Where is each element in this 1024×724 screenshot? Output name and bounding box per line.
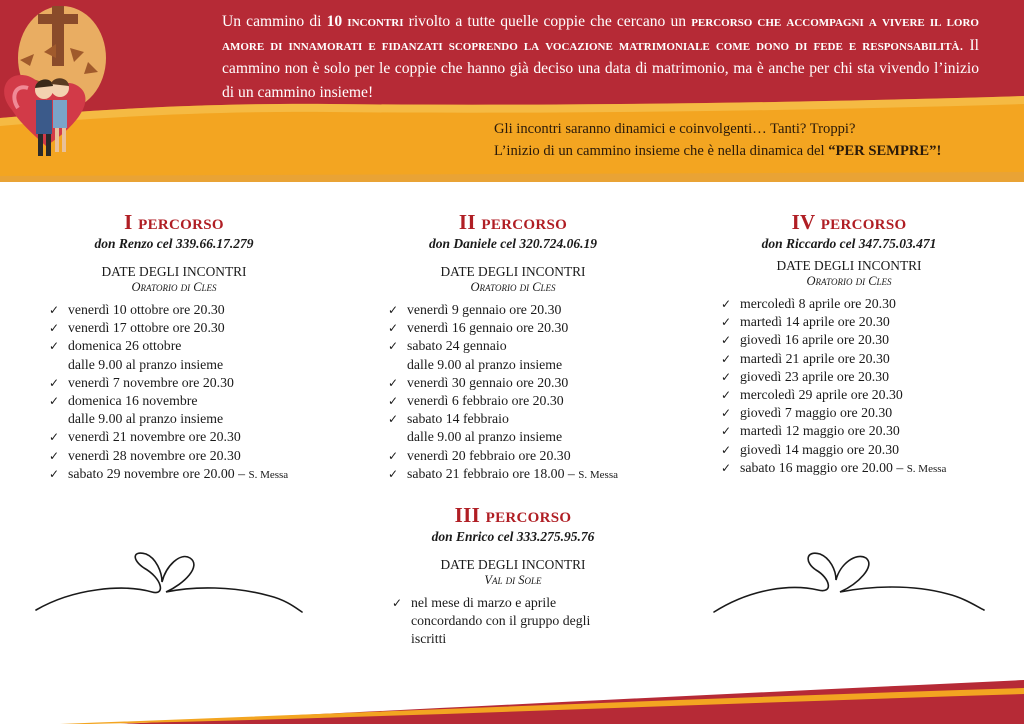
course-1-place: Oratorio di Cles [131,280,217,294]
date-list-item [46,319,302,337]
date-text: sabato 14 febbraio [407,411,509,427]
course-3 [385,503,641,649]
course-3-date-list [389,594,619,649]
date-text: venerdì 20 febbraio ore 20.30 [407,447,571,463]
course-3-word: percorso [485,503,572,527]
course-1-dates-heading: DATE DEGLI INCONTRI [101,264,247,279]
course-3-contact: don Enrico cel 333.275.95.76 [431,529,595,544]
date-list-item [718,404,980,422]
date-list-item [718,350,980,368]
course-3-place: Val di Sole [484,573,542,587]
intro-highlight: percorso che accompagni a vivere il loro amore di innamorati e fidanzati scoprendo la vocazione matrimoniale come dono di fede e responsabilità [222,13,979,54]
tagline-line-1: Gli incontri saranno dinamici e coinvolgenti… Tanti? Troppi? [494,121,856,137]
date-list-item [385,465,641,484]
course-2-place: Oratorio di Cles [470,280,556,294]
date-list-item [46,465,302,484]
course-1-contact: don Renzo cel 339.66.17.279 [94,236,254,251]
course-4 [718,210,980,478]
date-list-item [385,319,641,337]
header-banner [0,0,1024,182]
course-2-dates-heading: DATE DEGLI INCONTRI [440,264,586,279]
date-text: sabato 29 novembre ore 20.00 – [68,465,249,481]
date-text: sabato 24 gennaio [407,338,507,354]
tagline [494,118,994,162]
date-list-item [718,386,980,404]
date-text: venerdì 6 febbraio ore 20.30 [407,393,564,409]
intro-text-3: . Il cammino non è solo per le coppie che hanno già deciso una data di matrimonio, ma è anche per chi sta vivendo l’inizio di un cammino insieme! [222,36,979,101]
course-4-date-list [718,295,980,478]
date-tail: S. Messa [578,468,618,481]
date-list-item [718,441,980,459]
date-text: giovedì 16 aprile ore 20.30 [740,332,890,348]
date-text: giovedì 7 maggio ore 20.30 [740,405,893,421]
date-text: venerdì 21 novembre ore 20.30 [68,429,241,445]
date-text: venerdì 17 ottobre ore 20.30 [68,320,225,336]
date-list-item [46,392,302,428]
course-2-title [385,210,641,235]
date-text: venerdì 9 gennaio ore 20.30 [407,302,562,317]
date-list-item [718,368,980,386]
course-1 [46,210,302,484]
course-4-dates-heading: DATE DEGLI INCONTRI [776,258,922,273]
date-text: martedì 21 aprile ore 20.30 [740,350,890,366]
date-list-item [385,301,641,319]
heart-line-right-icon [712,548,987,618]
date-sub: dalle 9.00 al pranzo insieme [407,356,563,372]
course-2-contact: don Daniele cel 320.724.06.19 [429,236,597,251]
tagline-line-2 [494,140,994,162]
date-list-item [389,594,619,649]
date-text: sabato 16 maggio ore 20.00 – [740,459,907,475]
couple-logo-icon [0,0,110,170]
date-tail: S. Messa [248,468,289,481]
date-list-item [385,410,641,446]
date-text: martedì 14 aprile ore 20.30 [740,314,890,330]
course-1-word: percorso [138,210,224,234]
date-text: giovedì 23 aprile ore 20.30 [740,368,890,384]
date-text: giovedì 14 maggio ore 20.30 [740,441,900,457]
date-text: venerdì 16 gennaio ore 20.30 [407,320,569,336]
date-text: domenica 26 ottobre [68,338,182,354]
course-4-number: IV [791,210,816,234]
date-text: domenica 16 novembre [68,393,198,409]
course-3-number: III [454,503,481,527]
date-text: martedì 12 maggio ore 20.30 [740,423,900,439]
date-text: mercoledì 8 aprile ore 20.30 [740,296,896,311]
date-list-item [385,447,641,465]
date-list-item [46,337,302,373]
date-text: venerdì 28 novembre ore 20.30 [68,447,241,463]
date-sub: dalle 9.00 al pranzo insieme [68,356,224,372]
course-3-title [385,503,641,528]
date-sub: dalle 9.00 al pranzo insieme [68,411,224,427]
intro-count: 10 incontri [326,13,404,30]
course-4-word: percorso [820,210,907,234]
course-2-word: percorso [481,210,568,234]
date-list-item [718,313,980,331]
date-list-item [385,337,641,373]
course-3-dates-heading: DATE DEGLI INCONTRI [440,557,586,572]
date-sub: dalle 9.00 al pranzo insieme [407,429,563,445]
tagline-per-sempre: “PER SEMPRE” [828,143,937,159]
course-2-number: II [458,210,476,234]
date-list-item [718,295,980,313]
course-2 [385,210,641,484]
course-1-number: I [124,210,133,234]
date-text: venerdì 30 gennaio ore 20.30 [407,374,569,390]
date-list-item [385,392,641,410]
course-1-title [46,210,302,235]
date-list-item [46,447,302,465]
date-list-item [385,374,641,392]
date-text: venerdì 10 ottobre ore 20.30 [68,302,225,317]
bottom-stripe [0,680,1024,724]
intro-text-1: Un cammino di [222,13,327,30]
intro-paragraph [222,10,979,104]
tagline-line-2-text: L’inizio di un cammino insieme che è nella dinamica del [494,143,829,159]
date-text: sabato 21 febbraio ore 18.00 – [407,465,579,481]
date-list-item [718,422,980,440]
course-4-contact: don Riccardo cel 347.75.03.471 [761,236,937,251]
course-2-date-list [385,301,641,484]
course-4-place: Oratorio di Cles [806,274,892,288]
date-tail: S. Messa [906,462,947,475]
date-text: venerdì 7 novembre ore 20.30 [68,374,234,390]
date-list-item [718,459,980,478]
date-list-item [46,301,302,319]
intro-text-2: rivolto a tutte quelle coppie che cercano un [403,13,692,30]
date-text: mercoledì 29 aprile ore 20.30 [740,387,903,403]
date-list-item [46,374,302,392]
date-list-item [718,331,980,349]
tagline-exclamation: ! [936,143,942,159]
course-4-title [718,210,980,235]
course-1-date-list [46,301,302,484]
heart-line-left-icon [34,548,304,618]
date-text: nel mese di marzo e aprile concordando con il gruppo degli iscritti [411,595,591,647]
date-list-item [46,428,302,446]
